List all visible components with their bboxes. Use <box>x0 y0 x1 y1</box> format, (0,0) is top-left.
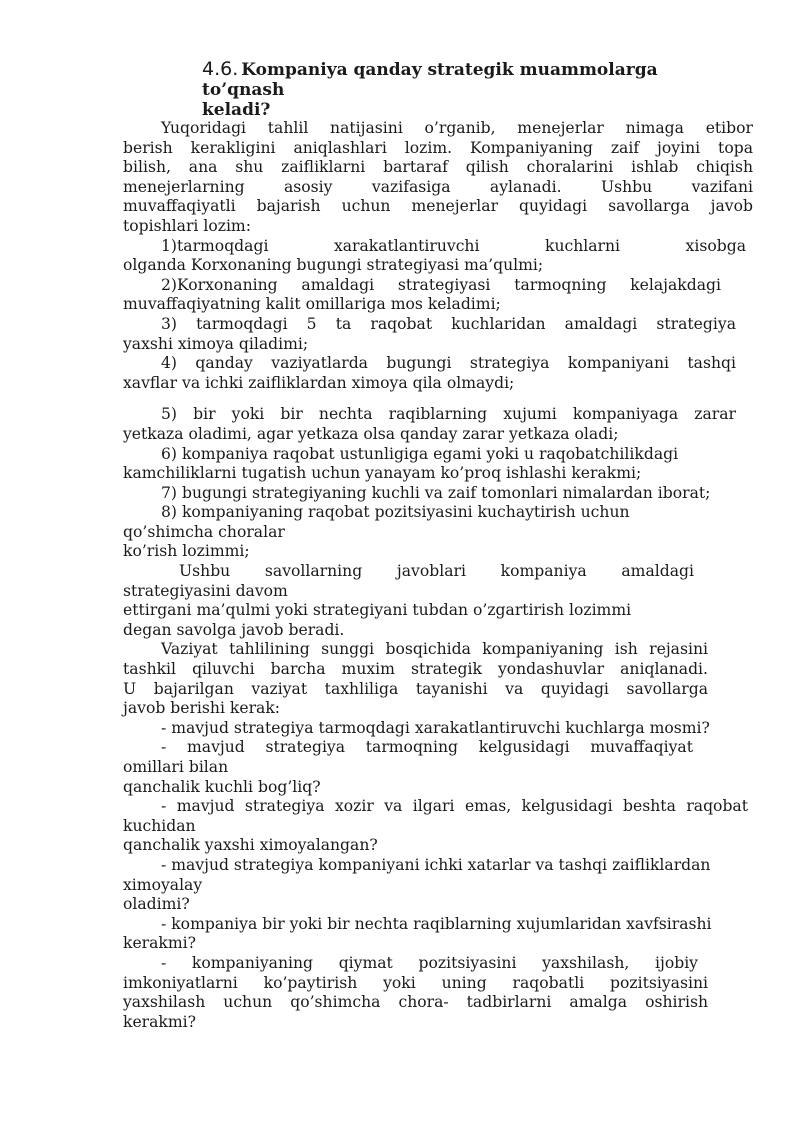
text-line: kerakmi? <box>123 934 197 953</box>
text-line: qanchalik kuchli bog’liq? <box>123 777 321 796</box>
text-line: 8) kompaniyaning raqobat pozitsiyasini kuchaytirish uchun <box>161 503 630 522</box>
text-line: qo’shimcha choralar <box>123 522 285 541</box>
text-line: yaxshi ximoya qiladimi; <box>123 334 309 353</box>
text-line: ximoyalay <box>123 875 203 894</box>
text-line: - mavjud strategiya tarmoqdagi xarakatlantiruvchi kuchlarga mosmi? <box>161 718 710 737</box>
text-line: muvaffaqiyatning kalit omillariga mos keladimi; <box>123 295 501 314</box>
text-line: U bajarilgan vaziyat taxhliliga tayanishi va quyidagi savollarga <box>123 679 708 698</box>
text-line: 1)tarmoqdagi xarakatlantiruvchi kuchlarni xisobga <box>161 236 746 255</box>
text-line: berish kerakligini aniqlashlari lozim. Kompaniyaning zaif joyini topa <box>123 138 753 157</box>
text-line: yaxshilash uchun qo’shimcha chora- tadbirlarni amalga oshirish <box>123 993 708 1012</box>
text-line: 2)Korxonaning amaldagi strategiyasi tarmoqning kelajakdagi <box>161 275 721 294</box>
text-line: topishlari lozim: <box>123 216 251 235</box>
section-heading <box>202 59 742 120</box>
text-line: 3) tarmoqdagi 5 ta raqobat kuchlaridan amaldagi strategiya <box>161 314 736 333</box>
text-line: ko’rish lozimmi; <box>123 542 250 561</box>
text-line: bilish, ana shu zaifliklarni bartaraf qilish choralarini ishlab chiqish <box>123 158 753 177</box>
text-line: ettirgani ma’qulmi yoki strategiyani tubdan o’zgartirish lozimmi <box>123 601 632 620</box>
text-line: tashkil qiluvchi barcha muxim strategik yondashuvlar aniqlanadi. <box>123 660 708 679</box>
text-line: olganda Korxonaning bugungi strategiyasi ma’qulmi; <box>123 256 544 275</box>
text-line: kerakmi? <box>123 1012 197 1031</box>
text-line: - mavjud strategiya kompaniyani ichki xatarlar va tashqi zaifliklardan <box>161 855 711 874</box>
text-line: 4) qanday vaziyatlarda bugungi strategiya kompaniyani tashqi <box>161 354 736 373</box>
text-line: - mavjud strategiya xozir va ilgari emas, kelgusidagi beshta raqobat <box>161 797 748 816</box>
text-line: oladimi? <box>123 895 190 914</box>
text-line: muvaffaqiyatli bajarish uchun menejerlar quyidagi savollarga javob <box>123 197 753 216</box>
text-line: yetkaza oladimi, agar yetkaza olsa qanday zarar yetkaza oladi; <box>123 424 619 443</box>
text-line: kuchidan <box>123 816 196 835</box>
text-line: imkoniyatlarni ko’paytirish yoki uning raqobatli pozitsiyasini <box>123 973 708 992</box>
text-line: Yuqoridagi tahlil natijasini o’rganib, menejerlar nimaga etibor <box>161 119 753 137</box>
text-line: omillari bilan <box>123 758 229 776</box>
text-line: Vaziyat tahlilining sunggi bosqichida kompaniyaning ish rejasini <box>161 640 708 659</box>
text-line: - mavjud strategiya tarmoqning kelgusidagi muvaffaqiyat <box>161 738 693 757</box>
text-line: - kompaniyaning qiymat pozitsiyasini yaxshilash, ijobiy <box>161 953 698 972</box>
text-line: Ushbu savollarning javoblari kompaniya amaldagi <box>179 562 694 581</box>
section-number: 4.6. <box>202 58 239 80</box>
text-line: menejerlarning asosiy vazifasiga aylanadi. Ushbu vazifani <box>123 177 753 196</box>
text-line: javob berishi kerak: <box>123 699 281 718</box>
text-line: qanchalik yaxshi ximoyalangan? <box>123 836 378 855</box>
text-line: 5) bir yoki bir nechta raqiblarning xujumi kompaniyaga zarar <box>161 405 736 424</box>
section-title-line-1: Kompaniya qanday strategik muammolarga to’qnash <box>202 60 658 100</box>
text-line: - kompaniya bir yoki bir nechta raqiblarning xujumlaridan xavfsirashi <box>161 914 712 933</box>
text-line: strategiyasini davom <box>123 581 288 600</box>
section-title-line-2: keladi? <box>202 100 271 120</box>
body-text <box>123 119 753 1032</box>
text-line: xavflar va ichki zaifliklardan ximoya qila olmaydi; <box>123 373 515 392</box>
text-line: 6) kompaniya raqobat ustunligiga egami yoki u raqobatchilikdagi <box>161 444 679 463</box>
text-line: 7) bugungi strategiyaning kuchli va zaif tomonlari nimalardan iborat; <box>161 483 711 502</box>
text-line: degan savolga javob beradi. <box>123 620 345 639</box>
text-line: kamchiliklarni tugatish uchun yanayam ko’proq ishlashi kerakmi; <box>123 464 642 483</box>
paragraph-gap <box>123 393 753 405</box>
